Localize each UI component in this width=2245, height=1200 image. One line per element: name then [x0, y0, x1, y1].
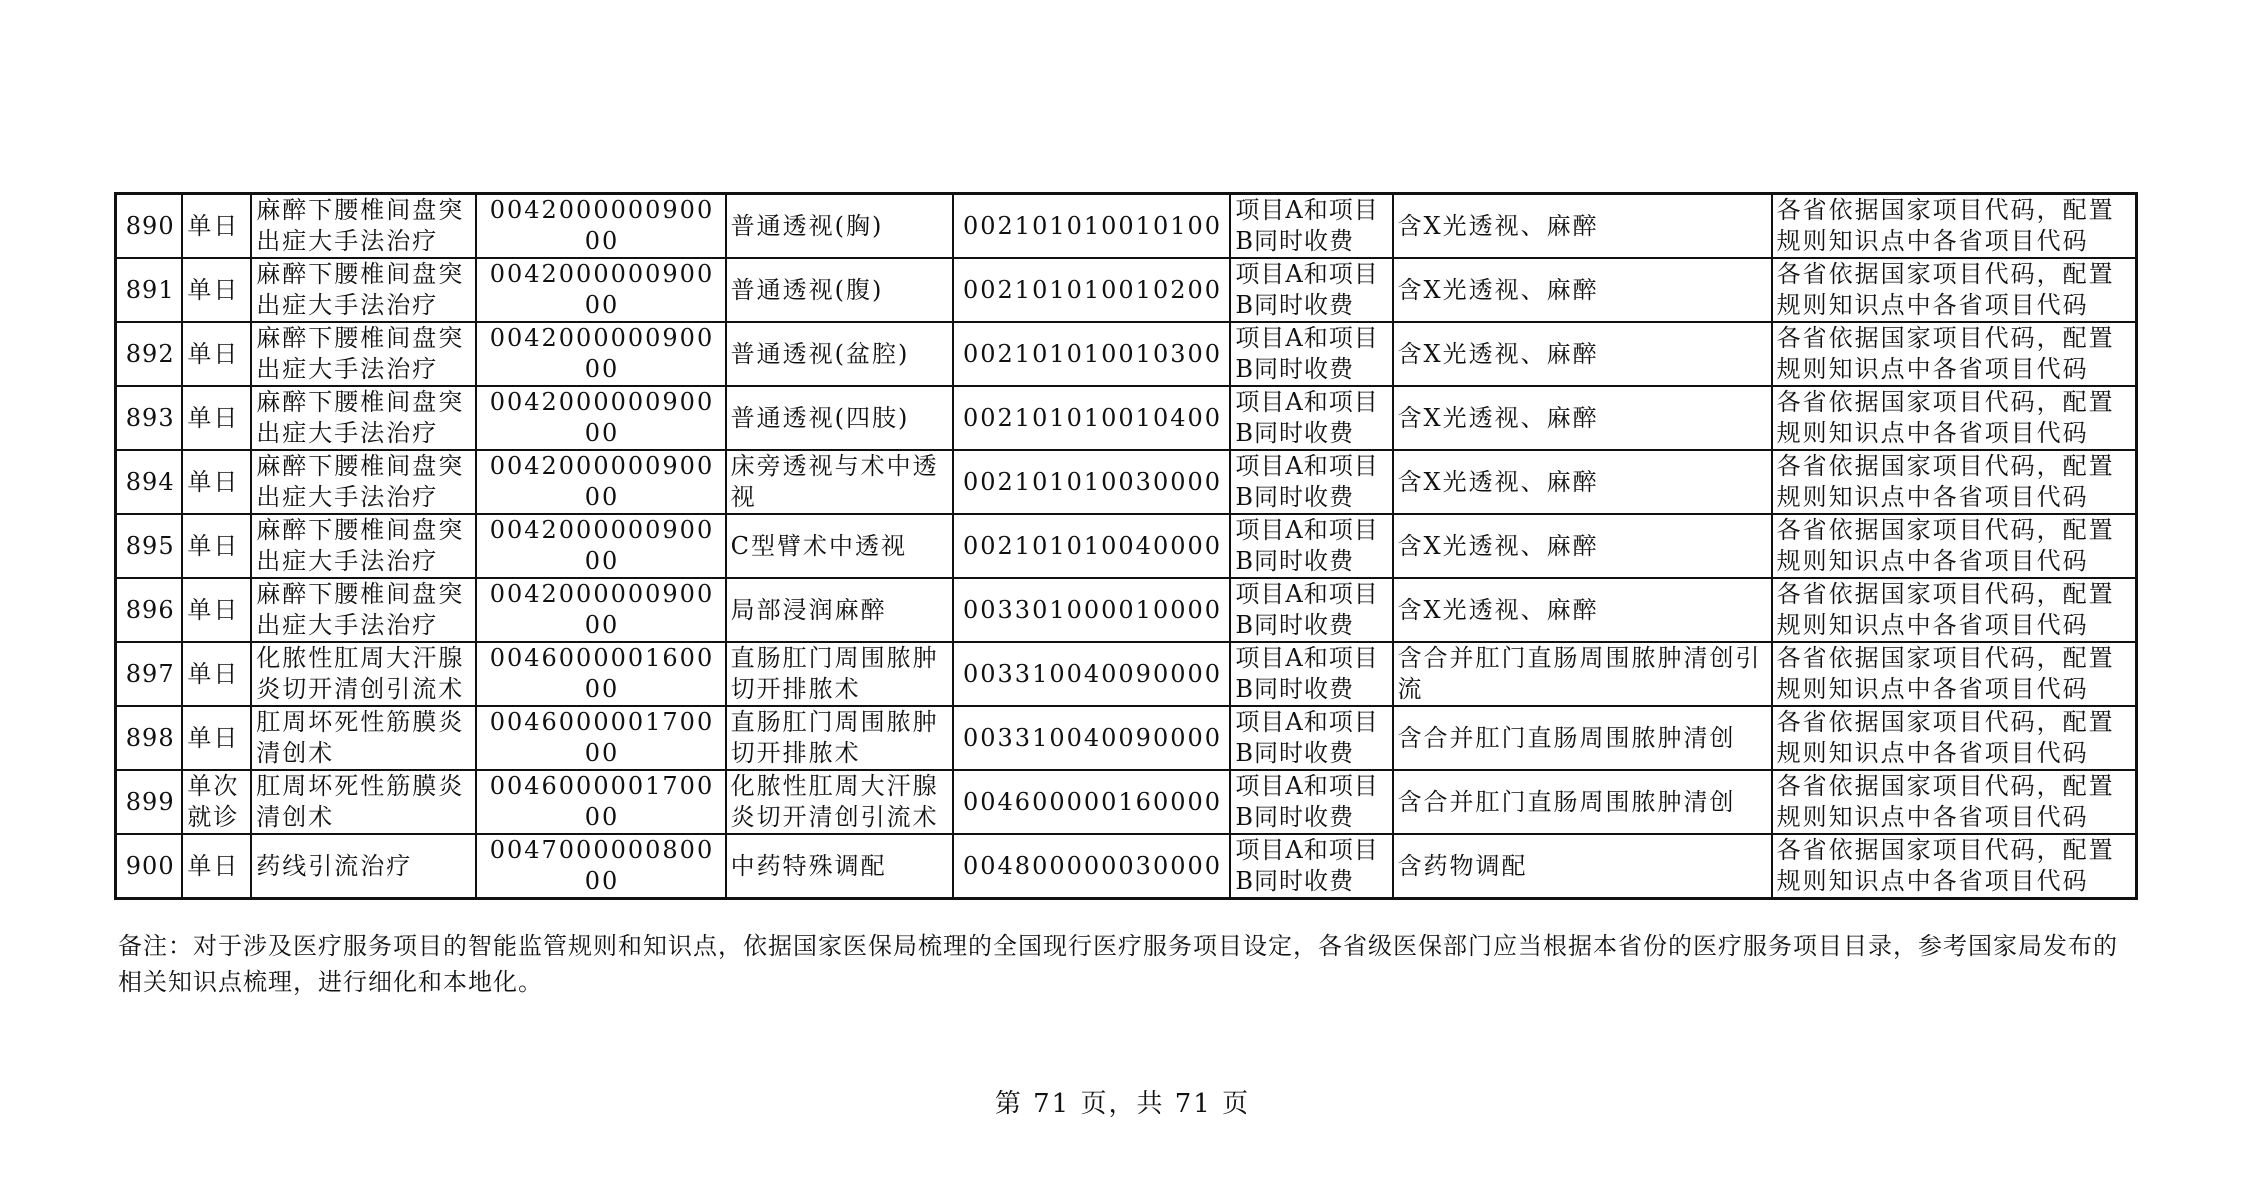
table-row [116, 834, 2137, 899]
item-a-name-cell: 肛周坏死性筋膜炎清创术 [251, 706, 476, 770]
frequency-cell: 单日 [182, 194, 251, 259]
rule-cell: 项目A和项目B同时收费 [1230, 258, 1392, 322]
rule-cell: 项目A和项目B同时收费 [1230, 386, 1392, 450]
item-b-code-cell: 002101010010400 [953, 386, 1231, 450]
frequency-cell: 单日 [182, 834, 251, 899]
province-config-cell: 各省依据国家项目代码，配置规则知识点中各省项目代码 [1772, 194, 2137, 259]
item-b-name-cell: 局部浸润麻醉 [726, 578, 953, 642]
note-cell: 含X光透视、麻醉 [1393, 578, 1772, 642]
item-b-name-cell: 普通透视(四肢) [726, 386, 953, 450]
rule-cell: 项目A和项目B同时收费 [1230, 578, 1392, 642]
note-cell: 含X光透视、麻醉 [1393, 194, 1772, 259]
row-number-cell: 890 [116, 194, 183, 259]
province-config-cell: 各省依据国家项目代码，配置规则知识点中各省项目代码 [1772, 706, 2137, 770]
note-cell: 含合并肛门直肠周围脓肿清创引流 [1393, 642, 1772, 706]
item-a-name-cell: 药线引流治疗 [251, 834, 476, 899]
item-b-name-cell: 中药特殊调配 [726, 834, 953, 899]
table-row [116, 322, 2137, 386]
note-cell: 含合并肛门直肠周围脓肿清创 [1393, 770, 1772, 834]
table-row [116, 770, 2137, 834]
item-a-code-cell: 004200000090000 [476, 514, 725, 578]
rule-cell: 项目A和项目B同时收费 [1230, 770, 1392, 834]
item-a-code-cell: 004200000090000 [476, 194, 725, 259]
item-a-name-cell: 肛周坏死性筋膜炎清创术 [251, 770, 476, 834]
item-b-code-cell: 004600000160000 [953, 770, 1231, 834]
item-a-code-cell: 004600000170000 [476, 770, 725, 834]
item-a-name-cell: 化脓性肛周大汗腺炎切开清创引流术 [251, 642, 476, 706]
note-cell: 含药物调配 [1393, 834, 1772, 899]
frequency-cell: 单日 [182, 258, 251, 322]
table-row [116, 258, 2137, 322]
item-a-name-cell: 麻醉下腰椎间盘突出症大手法治疗 [251, 194, 476, 259]
item-b-name-cell: 普通透视(腹) [726, 258, 953, 322]
province-config-cell: 各省依据国家项目代码，配置规则知识点中各省项目代码 [1772, 514, 2137, 578]
item-a-code-cell: 004600000160000 [476, 642, 725, 706]
row-number-cell: 892 [116, 322, 183, 386]
province-config-cell: 各省依据国家项目代码，配置规则知识点中各省项目代码 [1772, 258, 2137, 322]
row-number-cell: 897 [116, 642, 183, 706]
page-footer: 第 71 页，共 71 页 [994, 1089, 1251, 1119]
item-b-code-cell: 003310040090000 [953, 642, 1231, 706]
province-config-cell: 各省依据国家项目代码，配置规则知识点中各省项目代码 [1772, 386, 2137, 450]
item-b-name-cell: 化脓性肛周大汗腺炎切开清创引流术 [726, 770, 953, 834]
province-config-cell: 各省依据国家项目代码，配置规则知识点中各省项目代码 [1772, 834, 2137, 899]
note-cell: 含X光透视、麻醉 [1393, 258, 1772, 322]
item-a-name-cell: 麻醉下腰椎间盘突出症大手法治疗 [251, 450, 476, 514]
row-number-cell: 894 [116, 450, 183, 514]
table-row [116, 706, 2137, 770]
table-row [116, 578, 2137, 642]
frequency-cell: 单日 [182, 386, 251, 450]
item-a-code-cell: 004700000080000 [476, 834, 725, 899]
row-number-cell: 898 [116, 706, 183, 770]
item-a-code-cell: 004200000090000 [476, 450, 725, 514]
note-cell: 含X光透视、麻醉 [1393, 450, 1772, 514]
frequency-cell: 单日 [182, 322, 251, 386]
frequency-cell: 单日 [182, 450, 251, 514]
item-b-code-cell: 003301000010000 [953, 578, 1231, 642]
row-number-cell: 893 [116, 386, 183, 450]
item-a-name-cell: 麻醉下腰椎间盘突出症大手法治疗 [251, 578, 476, 642]
frequency-cell: 单日 [182, 514, 251, 578]
province-config-cell: 各省依据国家项目代码，配置规则知识点中各省项目代码 [1772, 322, 2137, 386]
item-b-name-cell: 普通透视(盆腔) [726, 322, 953, 386]
item-b-name-cell: C型臂术中透视 [726, 514, 953, 578]
rule-cell: 项目A和项目B同时收费 [1230, 706, 1392, 770]
item-b-name-cell: 普通透视(胸) [726, 194, 953, 259]
province-config-cell: 各省依据国家项目代码，配置规则知识点中各省项目代码 [1772, 450, 2137, 514]
item-a-name-cell: 麻醉下腰椎间盘突出症大手法治疗 [251, 386, 476, 450]
table-row [116, 450, 2137, 514]
row-number-cell: 900 [116, 834, 183, 899]
row-number-cell: 896 [116, 578, 183, 642]
frequency-cell: 单次就诊 [182, 770, 251, 834]
rules-table [114, 192, 2138, 900]
item-b-code-cell: 002101010030000 [953, 450, 1231, 514]
table-body [116, 194, 2137, 899]
item-a-code-cell: 004600000170000 [476, 706, 725, 770]
note-cell: 含X光透视、麻醉 [1393, 514, 1772, 578]
rule-cell: 项目A和项目B同时收费 [1230, 450, 1392, 514]
rule-cell: 项目A和项目B同时收费 [1230, 642, 1392, 706]
row-number-cell: 895 [116, 514, 183, 578]
table-row [116, 386, 2137, 450]
item-b-code-cell: 002101010010200 [953, 258, 1231, 322]
item-b-code-cell: 003310040090000 [953, 706, 1231, 770]
rule-cell: 项目A和项目B同时收费 [1230, 834, 1392, 899]
item-b-name-cell: 床旁透视与术中透视 [726, 450, 953, 514]
item-b-code-cell: 002101010040000 [953, 514, 1231, 578]
table-row [116, 194, 2137, 259]
frequency-cell: 单日 [182, 642, 251, 706]
item-b-code-cell: 004800000030000 [953, 834, 1231, 899]
item-a-name-cell: 麻醉下腰椎间盘突出症大手法治疗 [251, 258, 476, 322]
item-a-name-cell: 麻醉下腰椎间盘突出症大手法治疗 [251, 514, 476, 578]
note-cell: 含X光透视、麻醉 [1393, 322, 1772, 386]
item-b-name-cell: 直肠肛门周围脓肿切开排脓术 [726, 642, 953, 706]
note-cell: 含合并肛门直肠周围脓肿清创 [1393, 706, 1772, 770]
rule-cell: 项目A和项目B同时收费 [1230, 322, 1392, 386]
item-a-code-cell: 004200000090000 [476, 322, 725, 386]
item-a-code-cell: 004200000090000 [476, 386, 725, 450]
item-a-name-cell: 麻醉下腰椎间盘突出症大手法治疗 [251, 322, 476, 386]
item-b-name-cell: 直肠肛门周围脓肿切开排脓术 [726, 706, 953, 770]
rule-cell: 项目A和项目B同时收费 [1230, 514, 1392, 578]
table-row [116, 514, 2137, 578]
rule-cell: 项目A和项目B同时收费 [1230, 194, 1392, 259]
remark-note: 备注：对于涉及医疗服务项目的智能监管规则和知识点，依据国家医保局梳理的全国现行医疗服务项目设定，各省级医保部门应当根据本省份的医疗服务项目目录，参考国家局发布的相关知识点梳理，进行细化和本地化。 [118, 932, 2118, 996]
province-config-cell: 各省依据国家项目代码，配置规则知识点中各省项目代码 [1772, 770, 2137, 834]
item-b-code-cell: 002101010010300 [953, 322, 1231, 386]
frequency-cell: 单日 [182, 706, 251, 770]
frequency-cell: 单日 [182, 578, 251, 642]
note-cell: 含X光透视、麻醉 [1393, 386, 1772, 450]
row-number-cell: 899 [116, 770, 183, 834]
table-row [116, 642, 2137, 706]
item-a-code-cell: 004200000090000 [476, 258, 725, 322]
item-a-code-cell: 004200000090000 [476, 578, 725, 642]
item-b-code-cell: 002101010010100 [953, 194, 1231, 259]
row-number-cell: 891 [116, 258, 183, 322]
province-config-cell: 各省依据国家项目代码，配置规则知识点中各省项目代码 [1772, 578, 2137, 642]
province-config-cell: 各省依据国家项目代码，配置规则知识点中各省项目代码 [1772, 642, 2137, 706]
